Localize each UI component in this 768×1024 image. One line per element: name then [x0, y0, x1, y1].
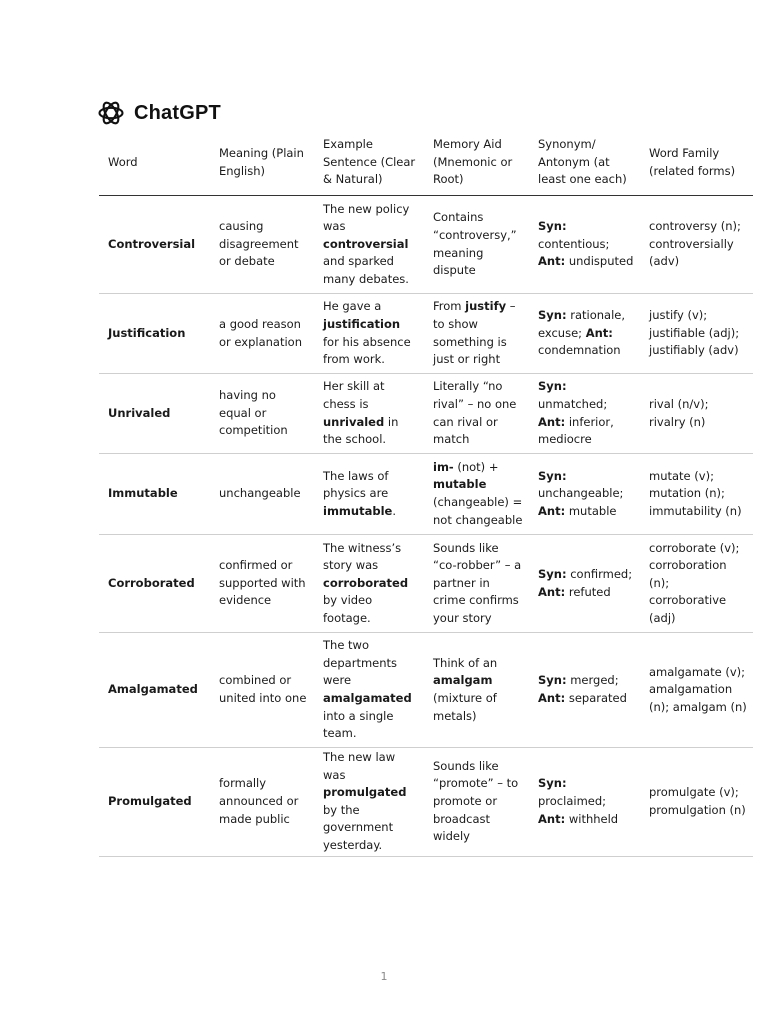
cell-example: [314, 633, 424, 748]
example-text: .: [392, 503, 396, 518]
cell-synonym-antonym: [529, 294, 640, 374]
example-text: The new policy was: [323, 201, 410, 234]
cell-synonym-antonym: [529, 633, 640, 748]
cell-meaning: having no equal or competition: [210, 374, 314, 454]
memory-aid-text: amalgam: [433, 673, 493, 688]
cell-meaning: formally announced or made public: [210, 748, 314, 857]
table-row: [99, 454, 753, 535]
cell-word-family: justify (v); justifiable (adj); justifiably (adv): [640, 294, 753, 374]
example-text: The witness’s story was: [323, 540, 402, 573]
synonym-antonym-text: Ant:: [585, 325, 613, 340]
example-text: in the school.: [323, 414, 399, 447]
example-text: promulgated: [323, 785, 407, 800]
synonym-antonym-text: undisputed: [565, 254, 634, 269]
synonym-antonym-text: Syn:: [538, 219, 567, 234]
cell-example: [314, 374, 424, 454]
example-text: The new law was: [323, 750, 396, 782]
cell-synonym-antonym: [529, 454, 640, 535]
memory-aid-text: justify: [465, 299, 507, 314]
synonym-antonym-text: Ant:: [538, 691, 566, 705]
cell-example: [314, 535, 424, 633]
brand-header: [97, 99, 221, 127]
synonym-antonym-text: withheld: [565, 811, 619, 826]
synonym-antonym-text: mutable: [565, 503, 617, 518]
cell-word: Controversial: [99, 196, 210, 294]
synonym-antonym-text: merged;: [566, 673, 619, 688]
example-text: by the government yesterday.: [323, 802, 394, 852]
memory-aid-text: Sounds like “promote” – to promote or broadcast widely: [433, 758, 519, 844]
memory-aid-text: mutable: [433, 477, 487, 492]
table-row: [99, 374, 753, 454]
cell-word: Unrivaled: [99, 374, 210, 454]
memory-aid-text: From: [433, 299, 466, 314]
example-text: justification: [323, 316, 401, 331]
example-text: corroborated: [323, 575, 409, 590]
cell-memory-aid: [424, 374, 529, 454]
header-synonym-antonym: Synonym/ Antonym (at least one each): [529, 135, 640, 196]
synonym-antonym-text: condemnation: [538, 343, 621, 358]
cell-meaning: causing disagreement or debate: [210, 196, 314, 294]
synonym-antonym-text: Syn:: [538, 776, 567, 791]
example-text: The laws of physics are: [323, 468, 389, 501]
synonym-antonym-text: Ant:: [538, 254, 566, 269]
table-row: [99, 196, 753, 294]
table-header-row: [99, 135, 753, 196]
cell-memory-aid: [424, 633, 529, 748]
cell-example: [314, 196, 424, 294]
table-row: [99, 294, 753, 374]
synonym-antonym-text: unmatched;: [538, 396, 608, 411]
synonym-antonym-text: proclaimed;: [538, 793, 607, 808]
page-number: 1: [380, 970, 388, 983]
cell-example: [314, 454, 424, 535]
header-word-family: Word Family (related forms): [640, 135, 753, 196]
synonym-antonym-text: rationale, excuse;: [538, 308, 626, 340]
cell-example: [314, 294, 424, 374]
synonym-antonym-text: Ant:: [538, 584, 566, 599]
synonym-antonym-text: Syn:: [538, 468, 567, 483]
table-row: [99, 535, 753, 633]
cell-word: Amalgamated: [99, 633, 210, 748]
example-text: amalgamated: [323, 691, 412, 705]
synonym-antonym-text: Syn:: [538, 673, 567, 688]
header-meaning: Meaning (Plain English): [210, 135, 314, 196]
cell-word: Corroborated: [99, 535, 210, 633]
memory-aid-text: Think of an: [433, 655, 498, 670]
memory-aid-text: (changeable) = not changeable: [433, 495, 523, 527]
cell-word-family: amalgamate (v); amalgamation (n); amalgam (n): [640, 633, 753, 748]
cell-meaning: a good reason or explanation: [210, 294, 314, 374]
example-text: He gave a: [323, 299, 382, 314]
brand-name: ChatGPT: [134, 101, 221, 124]
cell-synonym-antonym: [529, 374, 640, 454]
cell-memory-aid: [424, 196, 529, 294]
cell-memory-aid: [424, 535, 529, 633]
cell-word-family: rival (n/v); rivalry (n): [640, 374, 753, 454]
synonym-antonym-text: confirmed;: [566, 566, 633, 581]
example-text: and sparked many debates.: [323, 254, 409, 286]
synonym-antonym-text: Syn:: [538, 379, 567, 394]
synonym-antonym-text: inferior, mediocre: [538, 414, 614, 447]
memory-aid-text: (mixture of metals): [433, 691, 497, 723]
cell-example: [314, 748, 424, 857]
header-example: Example Sentence (Clear & Natural): [314, 135, 424, 196]
table-body: [99, 196, 753, 857]
example-text: by video footage.: [323, 593, 373, 625]
example-text: Her skill at chess is: [323, 379, 385, 411]
cell-word-family: mutate (v); mutation (n); immutability (n): [640, 454, 753, 535]
cell-meaning: combined or united into one: [210, 633, 314, 748]
synonym-antonym-text: refuted: [565, 584, 611, 599]
cell-meaning: unchangeable: [210, 454, 314, 535]
cell-synonym-antonym: [529, 748, 640, 857]
cell-word-family: controversy (n); controversially (adv): [640, 196, 753, 294]
synonym-antonym-text: separated: [565, 691, 627, 705]
table-row: [99, 748, 753, 857]
synonym-antonym-text: contentious;: [538, 236, 610, 251]
cell-word-family: promulgate (v); promulgation (n): [640, 748, 753, 857]
synonym-antonym-text: Syn:: [538, 308, 567, 323]
cell-memory-aid: [424, 748, 529, 857]
example-text: for his absence from work.: [323, 334, 411, 367]
cell-word: Immutable: [99, 454, 210, 535]
memory-aid-text: im-: [433, 459, 454, 474]
cell-word: Justification: [99, 294, 210, 374]
example-text: The two departments were: [323, 638, 398, 688]
cell-memory-aid: [424, 454, 529, 535]
cell-word: Promulgated: [99, 748, 210, 857]
synonym-antonym-text: Ant:: [538, 414, 566, 429]
cell-meaning: confirmed or supported with evidence: [210, 535, 314, 633]
cell-word-family: corroborate (v); corroboration (n); corroborative (adj): [640, 535, 753, 633]
memory-aid-text: (not) +: [453, 459, 499, 474]
example-text: unrivaled: [323, 414, 385, 429]
memory-aid-text: Sounds like “co-robber” – a partner in crime confirms your story: [433, 540, 522, 625]
table-row: [99, 633, 753, 748]
example-text: into a single team.: [323, 708, 394, 741]
openai-logo-icon: [97, 99, 125, 127]
synonym-antonym-text: Ant:: [538, 503, 566, 518]
cell-synonym-antonym: [529, 535, 640, 633]
synonym-antonym-text: Syn:: [538, 566, 567, 581]
memory-aid-text: – to show something is just or right: [433, 299, 516, 367]
header-word: Word: [99, 135, 210, 196]
example-text: controversial: [323, 236, 409, 251]
memory-aid-text: Literally “no rival” – no one can rival or match: [433, 379, 517, 447]
example-text: immutable: [323, 503, 393, 518]
header-memory-aid: Memory Aid (Mnemonic or Root): [424, 135, 529, 196]
memory-aid-text: Contains “controversy,” meaning dispute: [433, 210, 517, 278]
cell-memory-aid: [424, 294, 529, 374]
synonym-antonym-text: Ant:: [538, 811, 566, 826]
vocabulary-table: [99, 135, 753, 857]
synonym-antonym-text: unchangeable;: [538, 486, 624, 501]
cell-synonym-antonym: [529, 196, 640, 294]
